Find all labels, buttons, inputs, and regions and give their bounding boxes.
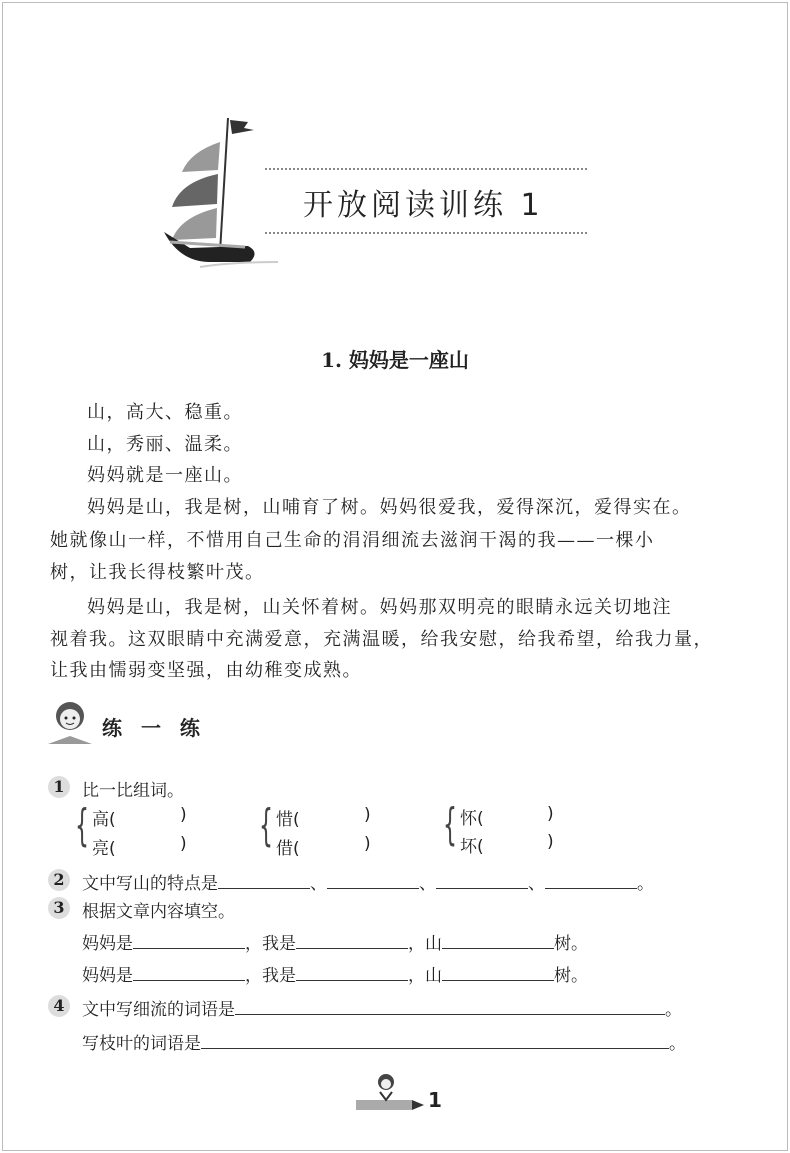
brace-icon: { [75, 800, 89, 851]
answer-blank[interactable] [133, 964, 245, 981]
fill-label: ，山 [408, 966, 442, 986]
fill-label: 妈妈是 [82, 934, 133, 954]
answer-blank[interactable] [133, 932, 245, 949]
question-4-row2 [82, 1029, 686, 1054]
period: 。 [669, 1034, 686, 1054]
answer-blank[interactable] [296, 964, 408, 981]
pencil-kid-icon [350, 1070, 425, 1120]
answer-blank[interactable] [442, 932, 554, 949]
article-line: 让我由懦弱变坚强，由幼稚变成熟。 [50, 660, 362, 681]
paren-close: ) [364, 805, 371, 825]
fill-row [82, 929, 588, 954]
question-4-text: 文中写细流的词语是 [82, 1000, 235, 1020]
fill-label: ，山 [408, 934, 442, 954]
article-line: 树，让我长得枝繁叶茂。 [50, 562, 265, 583]
word-prompt: 高( [92, 810, 116, 830]
article-line: 妈妈是山，我是树，山关怀着树。妈妈那双明亮的眼睛永远关切地注 [87, 597, 672, 618]
answer-blank[interactable] [218, 872, 310, 889]
answer-blank[interactable] [201, 1032, 669, 1049]
answer-blank[interactable] [296, 932, 408, 949]
question-1-text: 比一比组词。 [82, 781, 184, 801]
period: 。 [637, 874, 654, 894]
question-2-row [82, 869, 654, 894]
answer-blank[interactable] [442, 964, 554, 981]
word-prompt: 怀( [460, 809, 484, 829]
paren-close: ) [547, 804, 554, 824]
separator: 、 [419, 874, 436, 894]
separator: 、 [528, 874, 545, 894]
brace-icon: { [259, 800, 273, 851]
article-line: 妈妈是山，我是树，山哺育了树。妈妈很爱我，爱得深沉，爱得实在。 [87, 497, 692, 518]
fill-label: ，我是 [245, 934, 296, 954]
question-3-text: 根据文章内容填空。 [82, 902, 235, 922]
answer-blank[interactable] [327, 872, 419, 889]
question-number: 1 [48, 776, 70, 798]
article-line: 她就像山一样，不惜用自己生命的涓涓细流去滋润干渴的我——一棵小 [50, 530, 655, 551]
paren-close: ) [547, 832, 554, 852]
word-prompt: 借( [276, 839, 300, 859]
word-prompt: 坏( [460, 837, 484, 857]
section-title-box [265, 168, 587, 234]
article-line: 山，高大、稳重。 [87, 402, 243, 423]
answer-blank[interactable] [235, 998, 665, 1015]
article-line: 视着我。这双眼睛中充满爱意，充满温暖，给我安慰，给我希望，给我力量， [50, 629, 713, 650]
fill-label: 树。 [554, 934, 588, 954]
article-line: 山，秀丽、温柔。 [87, 434, 243, 455]
question-number: 2 [48, 869, 70, 891]
brace-icon: { [443, 799, 457, 850]
word-prompt: 亮( [92, 839, 116, 859]
fill-label: 妈妈是 [82, 966, 133, 986]
separator: 、 [310, 874, 327, 894]
exercise-heading: 练 一 练 [102, 716, 206, 740]
question-4-text-2: 写枝叶的词语是 [82, 1034, 201, 1054]
answer-blank[interactable] [436, 872, 528, 889]
question-2-text: 文中写山的特点是 [82, 874, 218, 894]
article-line: 妈妈就是一座山。 [87, 465, 243, 486]
fill-row [82, 961, 588, 986]
girl-reading-icon [44, 698, 96, 748]
question-number: 4 [48, 995, 70, 1017]
word-prompt: 惜( [276, 810, 300, 830]
paren-close: ) [180, 834, 187, 854]
question-number: 3 [48, 897, 70, 919]
paren-close: ) [180, 805, 187, 825]
article-title: 1. 妈妈是一座山 [321, 348, 469, 372]
paren-close: ) [364, 834, 371, 854]
answer-blank[interactable] [545, 872, 637, 889]
page-title: 开放阅读训练 1 [303, 188, 544, 223]
period: 。 [665, 1000, 682, 1020]
fill-label: 树。 [554, 966, 588, 986]
fill-label: ，我是 [245, 966, 296, 986]
page-number: 1 [428, 1088, 442, 1112]
question-4-row [82, 995, 682, 1020]
